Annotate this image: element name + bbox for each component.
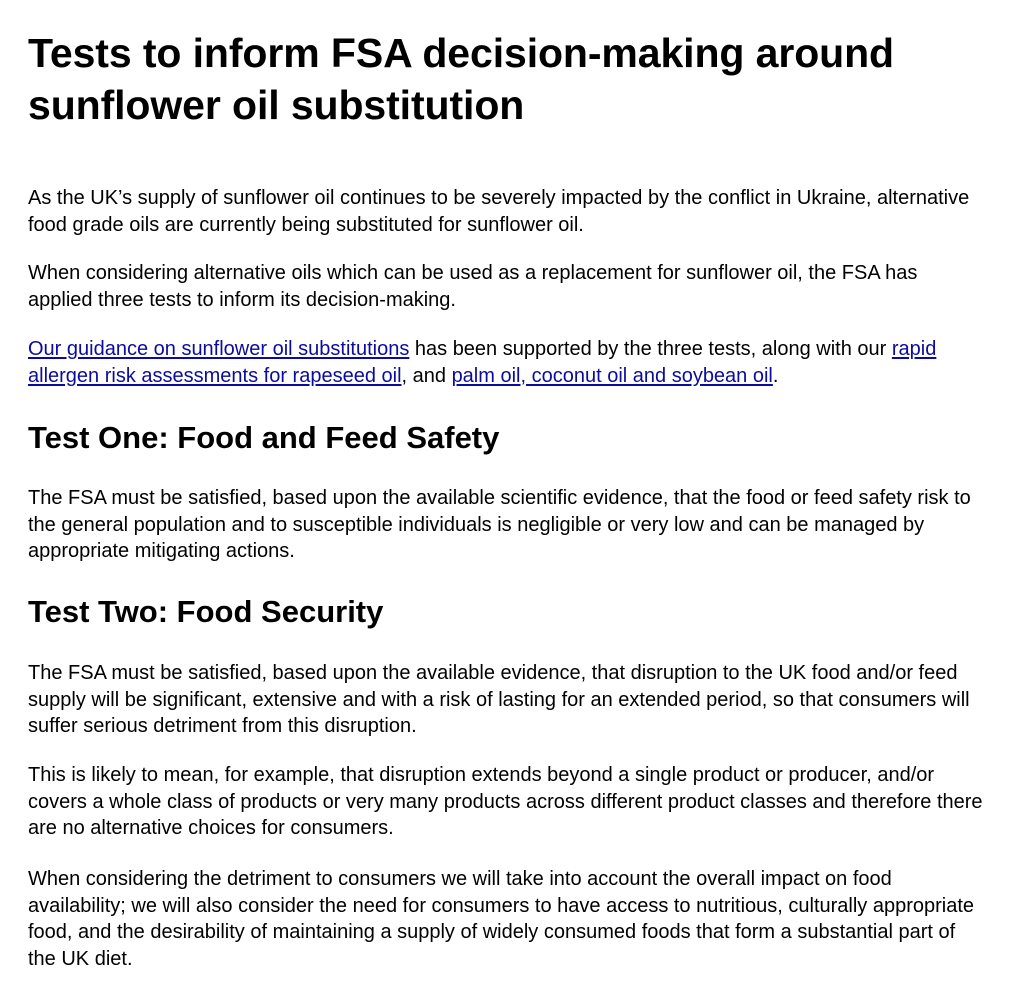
intro-text-1: has been supported by the three tests, along with our (409, 338, 892, 360)
intro-text-3: . (772, 364, 779, 387)
intro-paragraph-2: When considering alternative oils which can be used as a replacement for sunflower oil, the FSA has applied three tests to inform its decision-making. (28, 262, 918, 311)
test-two-paragraph-2: This is likely to mean, for example, that disruption extends beyond a single product or producer, and/or covers a whole class of products or very many products across different product classes and therefore there are no alternative choices for consumers. (28, 764, 983, 839)
rapeseed-assessment-link[interactable]: rapid allergen risk assessments for rapeseed oil (28, 338, 937, 387)
test-one-paragraph: The FSA must be satisfied, based upon the available scientific evidence, that the food or feed safety risk to the general population and to susceptible individuals is negligible or very low and can be managed by appropriate mitigating actions. (28, 487, 971, 562)
palm-coconut-soybean-link[interactable]: palm oil, coconut oil and soybean oil (451, 364, 773, 387)
intro-paragraph-1: As the UK’s supply of sunflower oil continues to be severely impacted by the conflict in Ukraine, alternative food grade oils are currently being substituted for sunflower oil. (28, 187, 970, 236)
intro-text-2: , and (401, 364, 452, 387)
guidance-link[interactable]: Our guidance on sunflower oil substitutions (28, 338, 410, 360)
test-two-paragraph-3: When considering the detriment to consumers we will take into account the overall impact on food availability; we will also consider the need for consumers to have access to nutritious, culturally appropriate food, and the desirability of maintaining a supply of widely consumed foods that form a substantial part of the UK diet. (28, 868, 975, 970)
test-two-heading: Test Two: Food Security (28, 594, 384, 629)
test-two-paragraph-1: The FSA must be satisfied, based upon the available evidence, that disruption to the UK food and/or feed supply will be significant, extensive and with a risk of lasting for an extended period, so that consumers will suffer serious detriment from this disruption. (28, 662, 970, 737)
page-title: Tests to inform FSA decision-making around sunflower oil substitution (28, 30, 894, 128)
test-one-heading: Test One: Food and Feed Safety (28, 420, 500, 455)
intro-paragraph-3 (28, 336, 983, 389)
